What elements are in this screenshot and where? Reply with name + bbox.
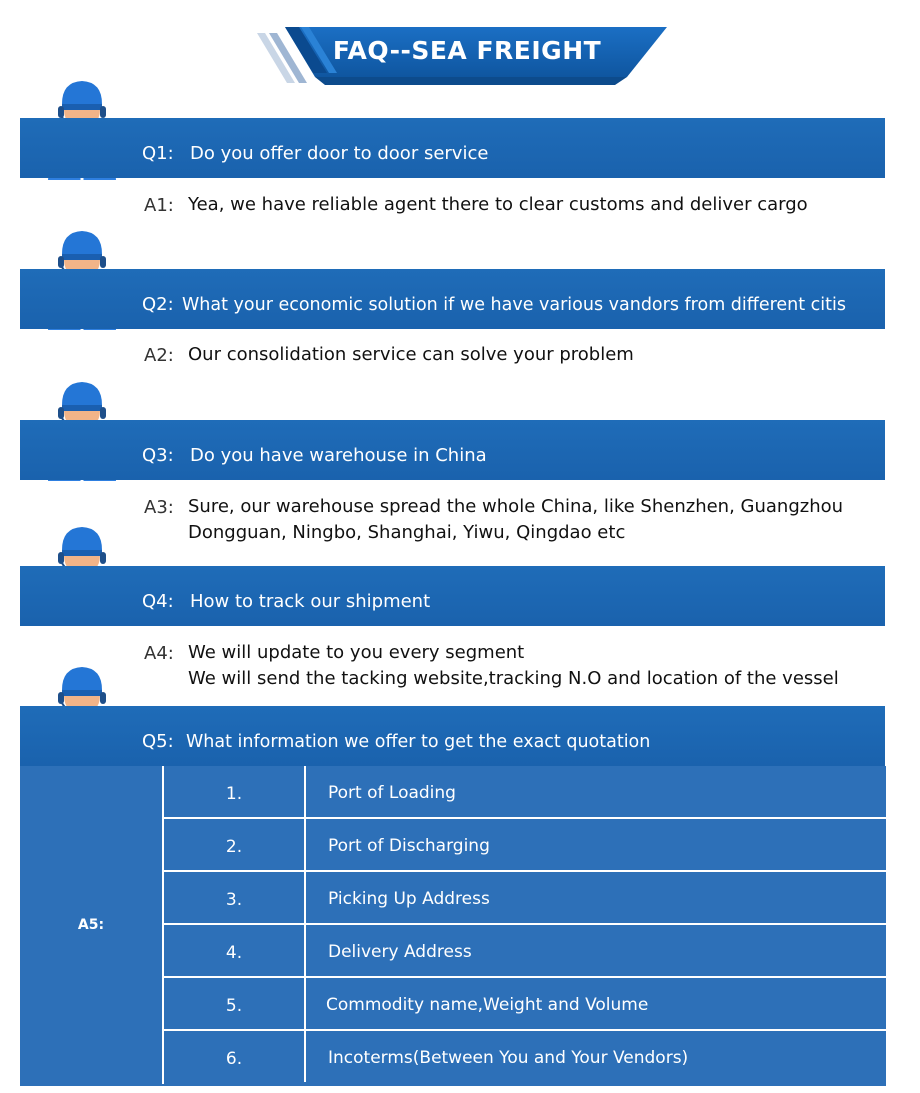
answer-text-a3	[188, 494, 843, 546]
answer-line: We will send the tacking website,tracking N.O and location of the vessel	[188, 668, 839, 689]
question-text: How to track our shipment	[190, 591, 431, 612]
answer-text-a4	[188, 640, 839, 692]
row-number: 5.	[164, 978, 306, 1029]
question-text: Do you have warehouse in China	[190, 445, 487, 466]
table-row	[164, 978, 886, 1031]
row-number: 6.	[164, 1031, 306, 1082]
answer-label: A3:	[144, 497, 174, 518]
row-item: Port of Loading	[328, 783, 456, 803]
a5-label: A5:	[20, 766, 164, 1084]
table-row	[164, 819, 886, 872]
question-bar-q2	[20, 269, 885, 329]
answer-text-a1	[188, 192, 808, 218]
answer-line: Dongguan, Ningbo, Shanghai, Yiwu, Qingdao etc	[188, 522, 626, 543]
question-label: Q5:	[142, 731, 174, 752]
answer-label: A2:	[144, 345, 174, 366]
question-bar-q1	[20, 118, 885, 178]
row-item: Commodity name,Weight and Volume	[326, 995, 649, 1015]
question-text: What your economic solution if we have various vandors from different citis	[182, 295, 847, 315]
question-label: Q2:	[142, 294, 174, 315]
table-row	[164, 925, 886, 978]
answer-line: Yea, we have reliable agent there to clear customs and deliver cargo	[188, 194, 808, 215]
answer-label: A1:	[144, 195, 174, 216]
row-item: Port of Discharging	[328, 836, 490, 856]
table-row	[164, 1031, 886, 1082]
row-item: Picking Up Address	[328, 889, 490, 909]
answer-line: We will update to you every segment	[188, 642, 525, 663]
question-bar-q3	[20, 420, 885, 480]
question-text: Do you offer door to door service	[190, 143, 489, 164]
question-label: Q3:	[142, 445, 174, 466]
row-number: 3.	[164, 872, 306, 923]
row-number: 1.	[164, 766, 306, 817]
question-label: Q1:	[142, 143, 174, 164]
answer-label: A4:	[144, 643, 174, 664]
question-text: What information we offer to get the exact quotation	[186, 732, 651, 752]
question-label: Q4:	[142, 591, 174, 612]
question-bar-q4	[20, 566, 885, 626]
table-row	[164, 872, 886, 925]
answer-text-a2	[188, 342, 634, 368]
table-row	[164, 766, 886, 819]
row-number: 4.	[164, 925, 306, 976]
page-title: FAQ--SEA FREIGHT	[332, 36, 602, 65]
answer-line: Our consolidation service can solve your problem	[188, 344, 634, 365]
row-item: Delivery Address	[328, 942, 472, 962]
answer-line: Sure, our warehouse spread the whole China, like Shenzhen, Guangzhou	[188, 496, 844, 517]
faq-banner	[255, 25, 670, 85]
quotation-table	[20, 766, 886, 1086]
row-item: Incoterms(Between You and Your Vendors)	[328, 1048, 689, 1068]
row-number: 2.	[164, 819, 306, 870]
question-bar-q5	[20, 706, 885, 766]
